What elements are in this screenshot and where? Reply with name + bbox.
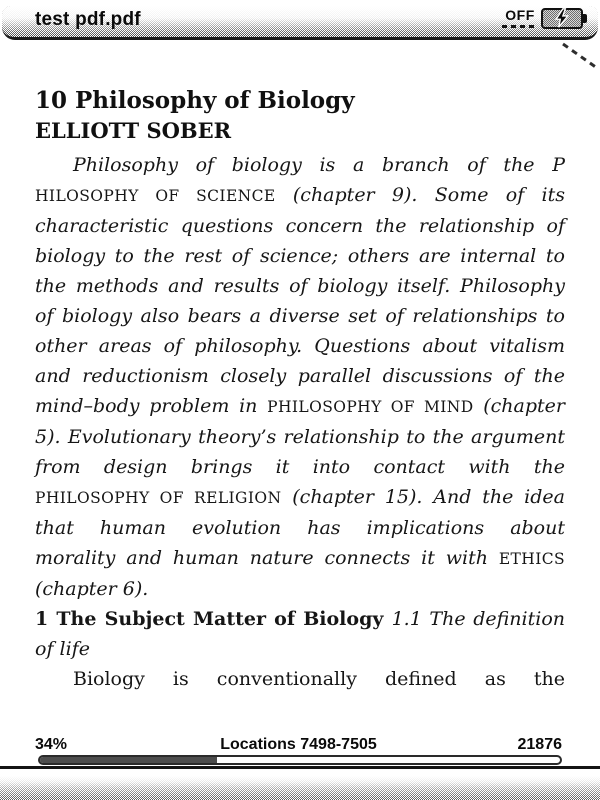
text-segment: (chapter 6). bbox=[35, 578, 149, 600]
text-line bbox=[35, 180, 565, 211]
body-text bbox=[35, 150, 565, 694]
text-segment: (chapter 9). Some of its bbox=[275, 184, 565, 206]
progress-fill bbox=[40, 757, 217, 763]
text-line bbox=[35, 634, 565, 664]
text-segment: PHILOSOPHY OF RELIGION bbox=[35, 489, 282, 507]
text-line bbox=[35, 452, 565, 482]
text-line bbox=[35, 422, 565, 452]
text-segment: mind–body problem in bbox=[35, 395, 268, 417]
text-segment: from design brings it into contact with the bbox=[35, 456, 565, 478]
text-segment: and reductionism closely parallel discussions of the bbox=[35, 365, 565, 387]
text-line bbox=[35, 391, 565, 422]
text-segment: of life bbox=[35, 638, 90, 660]
text-line bbox=[35, 271, 565, 301]
menu-pointer-dashed-line bbox=[560, 41, 600, 71]
text-line bbox=[35, 241, 565, 271]
text-segment: morality and human nature connects it with bbox=[35, 547, 499, 569]
text-segment: 1 The Subject Matter of Biology bbox=[35, 608, 392, 630]
text-segment: that human evolution has implications about bbox=[35, 517, 565, 539]
text-line bbox=[35, 664, 565, 694]
lightning-bolt-icon bbox=[552, 8, 572, 28]
total-locations: 21876 bbox=[517, 736, 562, 753]
wireless-status bbox=[502, 7, 538, 28]
text-line bbox=[35, 211, 565, 241]
text-line bbox=[35, 513, 565, 543]
text-segment: (chapter 15). And the idea bbox=[281, 486, 565, 508]
progress-percent: 34% bbox=[35, 736, 68, 753]
text-segment: (chapter bbox=[473, 395, 565, 417]
wireless-off-underline bbox=[502, 25, 538, 28]
text-segment: biology to the rest of science; others are internal to bbox=[35, 245, 565, 267]
author-heading: ELLIOTT SOBER bbox=[35, 118, 232, 143]
text-segment: characteristic questions concern the relationship of bbox=[35, 215, 565, 237]
text-line bbox=[35, 361, 565, 391]
text-line bbox=[35, 543, 565, 574]
text-segment: Philosophy of biology is a branch of the P bbox=[73, 154, 565, 176]
chapter-heading: 10 Philosophy of Biology bbox=[35, 87, 355, 114]
text-segment: HILOSOPHY OF SCIENCE bbox=[35, 187, 276, 205]
text-line bbox=[35, 482, 565, 513]
text-line bbox=[35, 604, 565, 634]
text-line bbox=[35, 301, 565, 331]
text-segment: PHILOSOPHY OF MIND bbox=[267, 398, 474, 416]
text-segment: the methods and results of biology itself. Philosophy bbox=[35, 275, 565, 297]
battery-nub bbox=[583, 14, 587, 23]
progress-bar[interactable] bbox=[38, 755, 562, 765]
footer-divider bbox=[0, 766, 600, 769]
progress-labels bbox=[35, 736, 562, 754]
text-segment: of biology also bears a diverse set of relationships to bbox=[35, 305, 565, 327]
title-bar bbox=[2, 6, 598, 40]
wireless-off-label: OFF bbox=[505, 7, 535, 23]
text-line bbox=[35, 574, 565, 604]
reading-area bbox=[35, 86, 565, 694]
text-segment: ETHICS bbox=[498, 550, 565, 568]
text-segment: 1.1 The definition bbox=[391, 608, 565, 630]
battery-charging-icon bbox=[541, 8, 583, 29]
text-segment: 5). Evolutionary theory’s relationship to the argument bbox=[35, 426, 565, 448]
location-range: Locations 7498-7505 bbox=[220, 736, 377, 753]
text-line bbox=[35, 331, 565, 361]
bottom-bezel-bar bbox=[0, 776, 600, 800]
document-title: test pdf.pdf bbox=[35, 9, 141, 30]
text-segment: Biology is conventionally defined as the bbox=[73, 668, 565, 690]
text-segment: other areas of philosophy. Questions about vitalism bbox=[35, 335, 565, 357]
text-line bbox=[35, 150, 565, 180]
